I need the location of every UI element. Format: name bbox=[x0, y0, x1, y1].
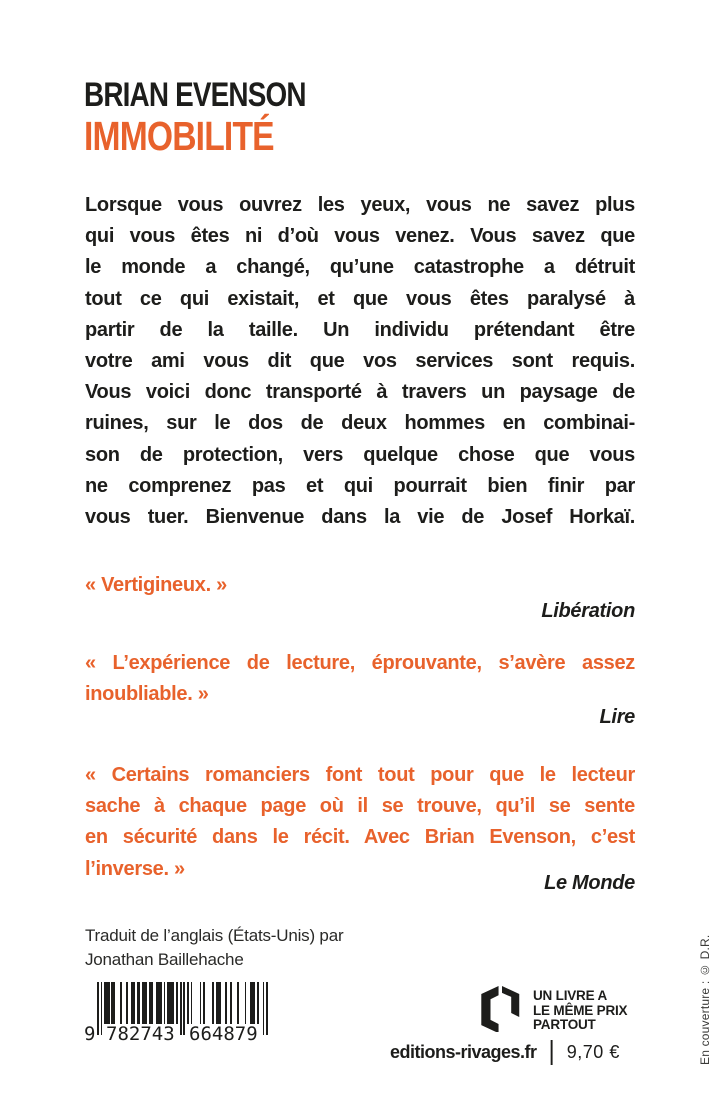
publisher-website: editions-rivages.fr bbox=[390, 1041, 537, 1062]
synopsis-line: ruines, sur le dos de deux hommes en combinai- bbox=[85, 412, 635, 435]
quote-line: l’inverse. » bbox=[85, 857, 185, 880]
quote-line: en sécurité dans le récit. Avec Brian Evenson, c’est bbox=[85, 826, 635, 849]
press-quote-lire bbox=[85, 648, 635, 710]
quote-line: « Certains romanciers font tout pour que le lecteur bbox=[85, 764, 635, 786]
synopsis-line: le monde a changé, qu’une catastrophe a détruit bbox=[85, 256, 635, 279]
author-name: BRIAN EVENSON bbox=[84, 76, 306, 114]
synopsis-line: Vous voici donc transporté à travers un paysage de bbox=[85, 381, 635, 404]
translation-credit-line: Jonathan Baillehache bbox=[85, 950, 244, 969]
synopsis-line: votre ami vous dit que vos services sont requis. bbox=[85, 349, 635, 372]
quote-line: inoubliable. » bbox=[85, 683, 209, 706]
book-title: IMMOBILITÉ bbox=[84, 113, 274, 159]
translation-credit bbox=[85, 924, 343, 972]
fixed-price-logo-text bbox=[533, 986, 627, 1033]
quote-source-le-monde: Le Monde bbox=[544, 872, 635, 894]
translation-credit-line: Traduit de l’anglais (États-Unis) par bbox=[85, 926, 344, 945]
separator-bar: | bbox=[548, 1036, 555, 1067]
synopsis-line: Lorsque vous ouvrez les yeux, vous ne savez plus bbox=[85, 194, 635, 216]
synopsis-line: vous tuer. Bienvenue dans la vie de Josef Horkaï. bbox=[85, 505, 635, 528]
barcode bbox=[85, 982, 275, 1052]
synopsis-line: qui vous êtes ni d’où vous venez. Vous savez que bbox=[85, 225, 635, 248]
price-tag: 9,70 € bbox=[566, 1041, 620, 1062]
synopsis-line: ne comprenez pas et qui pourrait bien finir par bbox=[85, 474, 635, 497]
quote-line: sache à chaque page où il se trouve, qu’il se sente bbox=[85, 795, 635, 818]
fixed-price-logo bbox=[479, 986, 627, 1033]
quote-source-lire: Lire bbox=[599, 706, 635, 728]
publisher-line bbox=[390, 1038, 620, 1066]
quote-source-liberation: Libération bbox=[541, 600, 635, 622]
synopsis-line: tout ce qui existait, et que vous êtes paralysé à bbox=[85, 287, 635, 310]
synopsis bbox=[85, 190, 635, 533]
quote-line: « Vertigineux. » bbox=[85, 574, 227, 596]
open-book-icon bbox=[479, 986, 525, 1032]
synopsis-line: son de protection, vers quelque chose que vous bbox=[85, 443, 635, 466]
barcode-digit-lead: 9 bbox=[84, 1023, 96, 1045]
quote-line: « L’expérience de lecture, éprouvante, s’avère assez bbox=[85, 652, 635, 674]
logo-text-line: UN LIVRE A bbox=[533, 988, 608, 1003]
press-quote-liberation bbox=[85, 570, 635, 601]
logo-text-line: LE MÊME PRIX bbox=[533, 1002, 628, 1018]
barcode-digits-left: 782743 bbox=[106, 1023, 175, 1045]
synopsis-line: partir de la taille. Un individu prétendant être bbox=[85, 318, 635, 341]
logo-text-line: PARTOUT bbox=[533, 1017, 596, 1032]
cover-photo-credit: En couverture : © D.R. bbox=[698, 934, 712, 1065]
barcode-digits-right: 664879 bbox=[189, 1023, 258, 1045]
press-quote-le-monde bbox=[85, 760, 635, 885]
